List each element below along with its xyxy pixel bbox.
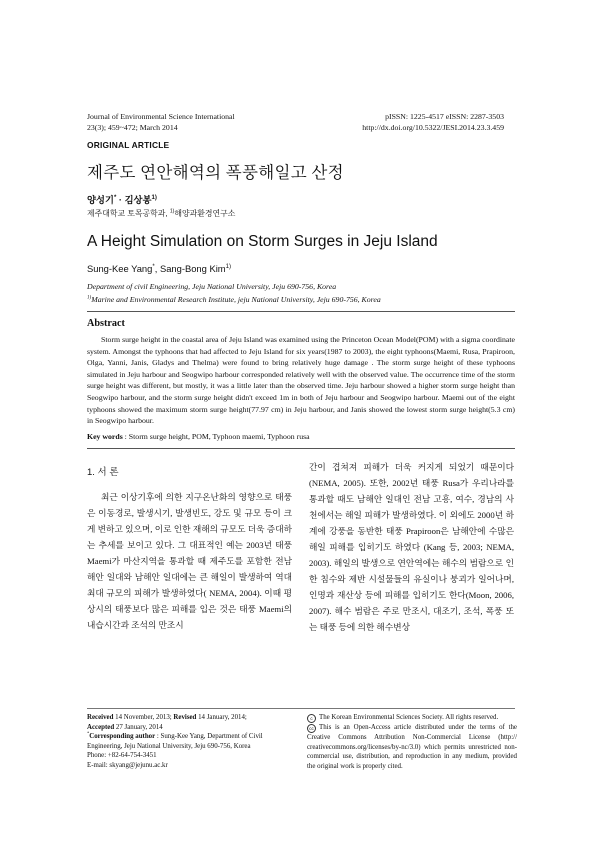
english-author-1: Sung-Kee Yang [87, 263, 153, 274]
keywords-label: Key words [87, 432, 123, 441]
license-line [307, 723, 517, 771]
english-author-1-mark: * [152, 262, 155, 270]
corresponding-mark: * [87, 730, 90, 736]
footnote-right [307, 713, 517, 771]
copyright-line [307, 713, 517, 723]
english-affiliation [87, 280, 517, 306]
copyright-text: The Korean Environmental Sciences Society. All rights reserved. [319, 714, 499, 721]
korean-authors [87, 192, 157, 206]
creative-commons-icon: cc [307, 724, 316, 733]
english-affiliation-2: Marine and Environmental Research Institute, jeju National University, Jeju 690-756, Korea [91, 295, 381, 304]
license-text: This is an Open-Access article distributed under the terms of the Creative Commons Attribution Non-Commercial License (http:// creativecommons.org/licenses/by-nc/3.0) which permits unrestricted non-commercial use, distribution, and reproduction in any medium, provided the original work is properly cited. [307, 724, 517, 770]
issn: pISSN: 1225-4517 eISSN: 2287-3503 [385, 112, 504, 121]
korean-title: 제주도 연안해역의 폭풍해일고 산정 [87, 163, 344, 182]
english-title: A Height Simulation on Storm Surges in Jeju Island [87, 233, 438, 250]
english-affiliation-2-mark: 1) [87, 294, 92, 301]
article-type-badge: ORIGINAL ARTICLE [87, 140, 170, 150]
corresponding-label: Corresponding author [89, 733, 156, 741]
received-label: Received [87, 714, 114, 721]
body-column-right: 간이 겹쳐져 피해가 더욱 커지게 되었기 때문이다 (NEMA, 2005). 또한, 2002년 태풍 Rusa가 우리나라를 통과할 때도 남해안 일대인 전남 고흥, 여수, 경남의 사천에서는 해일 피해가 발생하였다. 이 외에도 2000년 하계에 강풍을 동반한 태풍 Prapiroon은 남해안에 수많은 해일 피해를 입히기도 하였다 (Kang 등, 2003; NEMA, 2003). 해일의 발생으로 연안역에는 해수의 범람으로 인한 침수와 제반 시설물들의 유실이나 붕괴가 일어나며, 인명과 재산상 등에 피해를 입히기도 한다(Moon, 2006, 2007). 해수 범람은 주로 만조시, 대조기, 조석, 폭풍 또는 태풍 등에 의한 해수변상 [309, 462, 514, 632]
journal-header [87, 111, 235, 133]
revised-label: Revised [173, 714, 197, 721]
body-column-left: 최근 이상기후에 의한 지구온난화의 영향으로 태풍은 이동경로, 발생시기, 발생빈도, 강도 및 규모 등이 크게 변하고 있으며, 이로 인한 재해의 규모도 더욱 증대하는 추세를 보이고 있다. 그 대표적인 예는 2003년 태풍 Maemi가 마산지역을 통과할 때 제주도를 포함한 전남 해안 일대와 남해안 일대에는 큰 해일이 발생하여 역대 최대 규모의 피해가 발생하였다( NEMA, 2004). 이때 평상시의 태풍보다 많은 피해를 입은 것은 태풍 Maemi의 내습시간과 조석의 만조시 [87, 492, 292, 630]
english-author-2: Sang-Bong Kim [159, 263, 226, 274]
revised-date: 14 January, 2014; [196, 714, 247, 721]
doi-link[interactable]: http://dx.doi.org/10.5322/JESI.2014.23.3.459 [362, 123, 504, 132]
korean-affiliation-1: 제주대학교 토목공학과, [87, 209, 170, 218]
journal-name: Journal of Environmental Science International [87, 112, 235, 121]
keywords-text: : Storm surge height, POM, Typhoon maemi, Typhoon rusa [122, 432, 310, 441]
korean-author-1: 양성기 [87, 195, 114, 205]
corresponding-text: : Sung-Kee Yang, Department of Civil Engineering, Jeju National University, Jeju 690-756, Korea [87, 733, 263, 750]
phone: Phone: +82-64-754-3451 [87, 752, 157, 760]
accepted-label: Accepted [87, 723, 115, 731]
abstract-top-rule [87, 311, 515, 312]
english-affiliation-2-line [87, 293, 517, 306]
english-authors [87, 263, 231, 274]
korean-affiliation-2: 해양과환경연구소 [174, 209, 236, 218]
abstract-bottom-rule [87, 448, 515, 449]
journal-volume: 23(3); 459~472; March 2014 [87, 123, 178, 132]
section-heading-introduction: 1. 서 론 [87, 467, 119, 478]
korean-author-2-mark: 1) [151, 194, 157, 201]
korean-affiliation [87, 208, 235, 219]
abstract-body: Storm surge height in the coastal area of Jeju Island was examined using the Princeton Ocean Model(POM) with a sigma coordinate system. Amongst the typhoons that had affected to Jeju Island for six years(1987 to 2003), the eight typhoons(Maemi, Rusa, Prapiroon, Olga, Yanni, Janis, Gladys and Thelma) were found to bring relatively huge damage . The storm surge height of these typhoons simulated in Jeju harbour and Seogwipo harbour corresponded relatively well with the observed value. The occurrence time of the storm surge height was different, but mostly, it was a little later than the observed time. Jeju harbour showed a higher storm surge height than Seogwipo harbour, and the storm surge height didn't exceed 1m in both of Jeju harbour and Seogwipo harbour. Maemi out of the eight typhoons showed the maximum storm surge height(77.97 cm) in Jeju harbour, and Janis showed the lowest storm surge height(5.3 cm) in Seogwipo harbour. [87, 335, 515, 426]
english-affiliation-1: Department of civil Engineering, Jeju National University, Jeju 690-756, Korea [87, 282, 337, 291]
dates-line [87, 713, 297, 723]
korean-author-2: 김상봉 [124, 195, 152, 205]
footnote-left [87, 713, 297, 771]
english-author-separator: , [154, 263, 160, 274]
issn-header [362, 111, 504, 133]
author-separator: · [116, 195, 125, 205]
korean-author-1-mark: * [113, 194, 117, 201]
accepted-date: 27 January, 2014 [114, 723, 163, 731]
abstract-heading: Abstract [87, 318, 125, 329]
corresponding-author [87, 732, 297, 751]
korean-affiliation-mark: 1) [169, 208, 175, 215]
keywords [87, 432, 515, 441]
copyright-icon: c [307, 714, 316, 723]
received-date: 14 November, 2013; [113, 714, 174, 721]
email[interactable]: E-mail: skyang@jejunu.ac.kr [87, 761, 168, 769]
english-author-2-mark: 1) [225, 262, 232, 270]
footnote-rule [87, 708, 515, 709]
accepted-line [87, 723, 297, 733]
